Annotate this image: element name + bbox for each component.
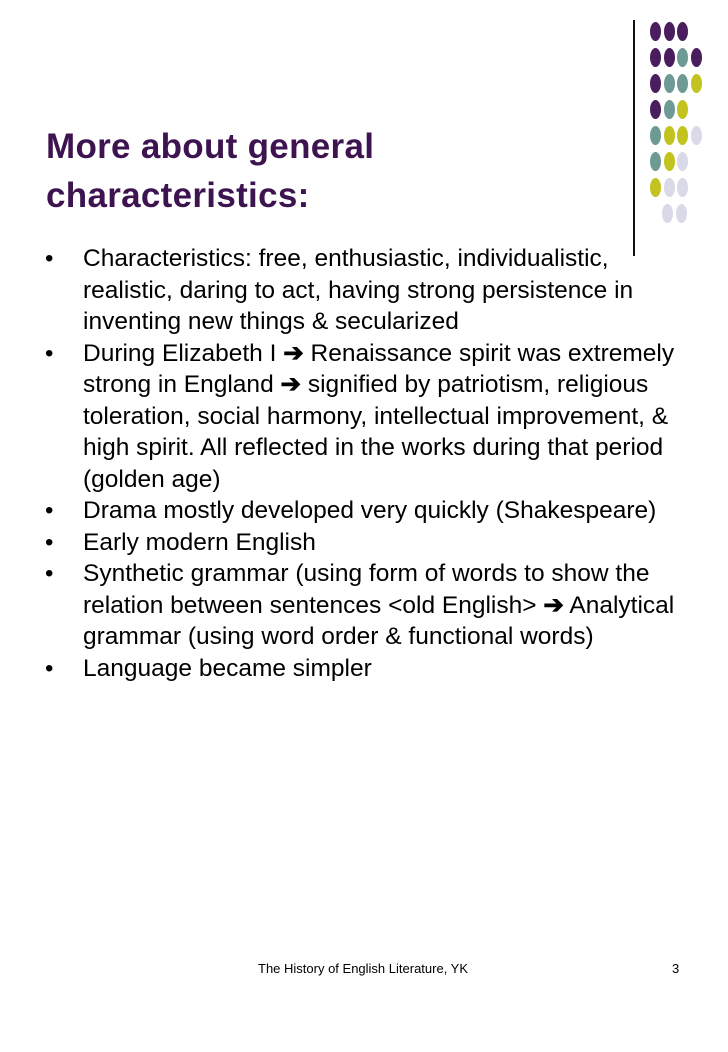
bullet-text: During Elizabeth I bbox=[83, 339, 284, 367]
decorative-dot bbox=[650, 74, 661, 93]
bullet-item-elizabeth bbox=[45, 338, 695, 496]
arrow-icon: ➔ bbox=[280, 371, 302, 398]
bullet-text: Language became simpler bbox=[83, 654, 372, 682]
decorative-dot bbox=[691, 74, 702, 93]
bullet-marker: • bbox=[45, 654, 54, 682]
bullet-text: Drama mostly developed very quickly (Shakespeare) bbox=[83, 497, 657, 524]
decorative-dot bbox=[677, 22, 688, 41]
bullet-marker: • bbox=[45, 339, 54, 367]
decorative-dot bbox=[650, 178, 661, 197]
arrow-icon: ➔ bbox=[283, 339, 304, 367]
decorative-dot bbox=[650, 100, 661, 119]
bullet-marker: • bbox=[45, 528, 54, 556]
bullet-text: signified by patriotism, religious toleration, social harmony, intellectual improvement, & high spirit. All reflected in the works during that period (golden age) bbox=[83, 371, 669, 493]
decorative-dot bbox=[664, 152, 675, 171]
bullet-list bbox=[45, 243, 695, 684]
bullet-text: Early modern English bbox=[83, 528, 316, 556]
decorative-dot bbox=[676, 204, 687, 223]
decorative-dot bbox=[664, 22, 675, 41]
decorative-dot bbox=[650, 48, 661, 67]
bullet-text: Renaissance spirit was extremely strong in England bbox=[83, 339, 675, 398]
decorative-dot bbox=[650, 22, 661, 41]
decorative-dot bbox=[664, 178, 675, 197]
decorative-dot bbox=[662, 204, 673, 223]
decorative-dot bbox=[677, 152, 688, 171]
bullet-item-language bbox=[45, 653, 695, 685]
decorative-dot bbox=[677, 100, 688, 119]
bullet-text: Synthetic grammar (using form of words to show the relation between sentences <old English> bbox=[83, 560, 650, 619]
decorative-dot bbox=[664, 74, 675, 93]
slide-title: More about general characteristics: bbox=[46, 127, 375, 215]
decorative-dot bbox=[677, 126, 688, 145]
footer-text: The History of English Literature, YK bbox=[258, 961, 469, 976]
bullet-item-grammar bbox=[45, 558, 695, 653]
decorative-dot bbox=[650, 126, 661, 145]
decorative-dot bbox=[664, 126, 675, 145]
bullet-item-characteristics bbox=[45, 243, 695, 338]
decorative-dot bbox=[664, 48, 675, 67]
decorative-dot bbox=[677, 74, 688, 93]
vertical-divider-line bbox=[633, 20, 635, 256]
page-number: 3 bbox=[672, 961, 680, 976]
decorative-dot bbox=[691, 48, 702, 67]
bullet-text: Characteristics: free, enthusiastic, individualistic, realistic, daring to act, having strong persistence in inventing new things & secularized bbox=[83, 245, 634, 335]
bullet-item-drama bbox=[45, 495, 695, 527]
decorative-dot bbox=[650, 152, 661, 171]
bullet-marker: • bbox=[45, 245, 54, 272]
arrow-icon: ➔ bbox=[543, 591, 564, 619]
decorative-dot bbox=[691, 126, 702, 145]
bullet-item-early-modern-english bbox=[45, 527, 695, 559]
bullet-marker: • bbox=[45, 560, 54, 587]
decorative-dot bbox=[677, 178, 688, 197]
bullet-marker: • bbox=[45, 497, 54, 524]
bullet-text: Analytical grammar (using word order & functional words) bbox=[83, 591, 675, 650]
decorative-dot bbox=[677, 48, 688, 67]
decorative-dot bbox=[664, 100, 675, 119]
